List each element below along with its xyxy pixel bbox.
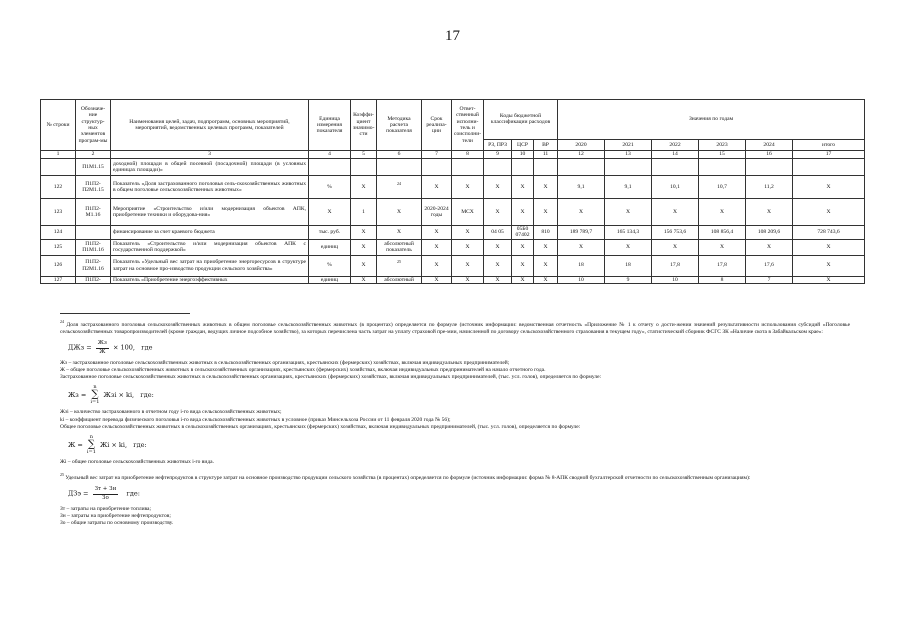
cell-csr: X xyxy=(512,255,534,276)
formula-lhs: Ж = xyxy=(68,441,83,450)
cell-coef: X xyxy=(351,226,377,240)
cell-2024: 7 xyxy=(746,276,793,283)
footnote-divider xyxy=(60,313,190,314)
cell-rz: X xyxy=(484,199,512,226)
cell-2022 xyxy=(652,159,699,176)
cell-row-number xyxy=(41,159,76,176)
header-element-code: Обозначе-ние структур-ных элементов програм-мы xyxy=(76,100,111,151)
cell-row-number: 123 xyxy=(41,199,76,226)
cell-2020: 9,1 xyxy=(558,176,605,199)
cell-name: доходной) площади в общей посевной (посадочной) площади (в условных единицах площади)» xyxy=(111,159,309,176)
header-rz: РЗ, ПРЗ xyxy=(484,139,512,150)
col-number: 15 xyxy=(699,151,746,159)
cell-vr: X xyxy=(534,176,558,199)
footnote-text: Доля застрахованного поголовья сельскохозяйственных животных в общем поголовье сельскохозяйственных животных (в процентах) определяется по формуле (источник информации: ведомственная отчетность «Приложение № 1 к отчету о дости-жении значений результативности использования субсидий «Поголовье сельскохозяйственных товаропроизводителей (кроме граждан, ведущих личное подсобное хозяйство), за которых перечислена часть затрат на уплату страховой пре-мии, начисленной по договору сельскохозяйственного страхования в текущем году», статистический сборник ФСГС ЗК «Наличие скота в Забайкальском крае»: xyxy=(60,322,851,336)
col-number: 8 xyxy=(452,151,484,159)
cell-unit: единиц xyxy=(309,239,351,255)
cell-method xyxy=(377,176,422,199)
header-2024: 2024 xyxy=(746,139,793,150)
cell-unit: единиц xyxy=(309,276,351,283)
footnote-mark: 24 xyxy=(60,319,64,325)
header-2020: 2020 xyxy=(558,139,605,150)
header-2022: 2022 xyxy=(652,139,699,150)
header-method: Методика расчета показателя xyxy=(377,100,422,151)
cell-method: абсолютный показатель xyxy=(377,239,422,255)
header-csr: ЦСР xyxy=(512,139,534,150)
fraction-denominator: Ж xyxy=(99,348,106,355)
formula-where: где xyxy=(141,344,153,353)
cell-vr xyxy=(534,159,558,176)
cell-2020: X xyxy=(558,239,605,255)
cell-2021: X xyxy=(605,199,652,226)
cell-row-number: 124 xyxy=(41,226,76,240)
col-number: 9 xyxy=(484,151,512,159)
cell-method xyxy=(377,255,422,276)
col-number: 7 xyxy=(422,151,452,159)
cell-name: Показатель «Приобретение энергоэффективных xyxy=(111,276,309,283)
cell-rz: X xyxy=(484,276,512,283)
cell-2022: 10,1 xyxy=(652,176,699,199)
table-row xyxy=(41,239,865,255)
cell-2021: 165 134,3 xyxy=(605,226,652,240)
col-number: 2 xyxy=(76,151,111,159)
cell-total xyxy=(793,159,865,176)
cell-2024: 11,2 xyxy=(746,176,793,199)
program-table xyxy=(40,99,865,284)
cell-rz xyxy=(484,159,512,176)
cell-total: X xyxy=(793,199,865,226)
cell-csr: X xyxy=(512,176,534,199)
table-row xyxy=(41,276,865,283)
page-number: 17 xyxy=(445,28,460,44)
col-number: 17 xyxy=(793,151,865,159)
sum-symbol: n ∑ i=1 xyxy=(90,384,100,406)
header-row-number: № строки xyxy=(41,100,76,151)
cell-2020 xyxy=(558,159,605,176)
cell-2020: 10 xyxy=(558,276,605,283)
header-values-by-year: Значения по годам xyxy=(558,100,865,140)
footnote-25 xyxy=(60,472,850,482)
cell-row-number: 125 xyxy=(41,239,76,255)
cell-2024 xyxy=(746,159,793,176)
cell-total: X xyxy=(793,176,865,199)
formula-where: где: xyxy=(126,490,140,499)
cell-rz: X xyxy=(484,239,512,255)
header-unit: Единица измерения показателя xyxy=(309,100,351,151)
definition: Зн – затраты на приобретение нефтепродуктов; xyxy=(60,513,171,520)
col-number: 5 xyxy=(351,151,377,159)
cell-term xyxy=(422,159,452,176)
footnote-mark: 25 xyxy=(60,472,64,478)
cell-coef: X xyxy=(351,176,377,199)
cell-vr: X xyxy=(534,255,558,276)
cell-coef: 1 xyxy=(351,199,377,226)
cell-code: П1М1.15 xyxy=(76,159,111,176)
footnote-ref[interactable]: 25 xyxy=(397,259,401,265)
cell-method: X xyxy=(377,199,422,226)
formula-fraction xyxy=(96,340,109,355)
definition: Жз – застрахованное поголовье сельскохозяйственных животных в сельскохозяйственных организациях, крестьянских (фермерских) хозяйствах, включая индивидуальных предпринимателей; xyxy=(60,359,510,366)
header-total: итого xyxy=(793,139,865,150)
cell-term: X xyxy=(422,226,452,240)
table-row xyxy=(41,176,865,199)
cell-unit xyxy=(309,159,351,176)
sum-lower: i=1 xyxy=(90,399,100,406)
definition: Ж – общее поголовье сельскохозяйственных животных в сельскохозяйственных организациях, крестьянских (фермерских) хозяйствах, включая индивидуальных предпринимателей на начало отчетного года. xyxy=(60,367,546,374)
table-row xyxy=(41,226,865,240)
cell-2021: 9,1 xyxy=(605,176,652,199)
cell-2023: 17,8 xyxy=(699,255,746,276)
col-number: 16 xyxy=(746,151,793,159)
cell-responsible: МСХ xyxy=(452,199,484,226)
cell-code: П1П2-М1.16 xyxy=(76,199,111,226)
cell-code xyxy=(76,226,111,240)
cell-total: 728 743,6 xyxy=(793,226,865,240)
table-row xyxy=(41,159,865,176)
cell-total: X xyxy=(793,239,865,255)
cell-rz: X xyxy=(484,176,512,199)
formula-lhs: Жз = xyxy=(68,391,87,400)
cell-code: П1П2-П2М1.16 xyxy=(76,255,111,276)
cell-row-number: 126 xyxy=(41,255,76,276)
cell-2021: 9 xyxy=(605,276,652,283)
definition: ki – коэффициент перевода физического поголовья i-го вида сельскохозяйственных животных в условное (приказ Минсельхоза России от 11 февраля 2020 года № 56); xyxy=(60,416,451,423)
cell-csr: 05Б0 07402 xyxy=(512,226,534,240)
cell-csr: X xyxy=(512,199,534,226)
formula-rest: × 100, xyxy=(113,344,135,353)
header-name: Наименования целей, задач, подпрограмм, основных мероприятий, мероприятий, ведомственных целевых программ, показателей xyxy=(111,100,309,151)
cell-csr xyxy=(512,159,534,176)
col-number: 3 xyxy=(111,151,309,159)
col-number: 1 xyxy=(41,151,76,159)
cell-2022: 10 xyxy=(652,276,699,283)
cell-term: 2020-2024 годы xyxy=(422,199,452,226)
header-vr: ВР xyxy=(534,139,558,150)
cell-2020: 18 xyxy=(558,255,605,276)
cell-responsible: X xyxy=(452,255,484,276)
cell-coef: X xyxy=(351,239,377,255)
description: Общее поголовье сельскохозяйственных животных в сельскохозяйственных организациях, крестьянских (фермерских) хозяйствах, включая индивидуальных предпринимателей, (тыс. усл. голов), определяется по формуле: xyxy=(60,423,581,430)
cell-2023: 10,7 xyxy=(699,176,746,199)
cell-term: X xyxy=(422,255,452,276)
col-number: 13 xyxy=(605,151,652,159)
formula-where: где: xyxy=(133,441,147,450)
header-coef: Коэффи-циент значимо-сти xyxy=(351,100,377,151)
cell-total: X xyxy=(793,276,865,283)
footnotes xyxy=(60,319,851,527)
cell-2023: 108 856,4 xyxy=(699,226,746,240)
header-responsible: Ответ-ственный исполни-тель и соисполни-тели xyxy=(452,100,484,151)
cell-rz: 04 05 xyxy=(484,226,512,240)
cell-vr: X xyxy=(534,199,558,226)
cell-code: П1П2- xyxy=(76,276,111,283)
fraction-numerator: Жз xyxy=(96,340,109,348)
formula-total-livestock xyxy=(68,435,850,455)
cell-code: П1П2-П1М1.16 xyxy=(76,239,111,255)
sum-lower: i=1 xyxy=(86,449,96,456)
cell-unit: X xyxy=(309,199,351,226)
cell-2020: X xyxy=(558,199,605,226)
fraction-denominator: Зо xyxy=(102,494,109,501)
sum-symbol: n ∑ i=1 xyxy=(86,434,96,456)
header-budget-codes: Коды бюджетной классификации расходов xyxy=(484,100,558,140)
table-row xyxy=(41,199,865,226)
cell-row-number: 122 xyxy=(41,176,76,199)
cell-2022: X xyxy=(652,199,699,226)
cell-2023: X xyxy=(699,239,746,255)
cell-2024: 108 209,6 xyxy=(746,226,793,240)
cell-coef: X xyxy=(351,255,377,276)
cell-2020: 189 789,7 xyxy=(558,226,605,240)
cell-responsible xyxy=(452,159,484,176)
cell-name: Показатель «Доля застрахованного поголовья сель-скохозяйственных животных в общем поголовье сельскохозяйственных животных» xyxy=(111,176,309,199)
cell-term: X xyxy=(422,239,452,255)
cell-name: Показатель «Удельный вес затрат на приобретение энергоресурсов в структуре затрат на основное про-изводство продукции сельского хозяйства» xyxy=(111,255,309,276)
cell-unit: % xyxy=(309,255,351,276)
cell-method: абсолютный xyxy=(377,276,422,283)
cell-name: Показатель «Строительство и/или модернизация объектов АПК с государственной поддержкой» xyxy=(111,239,309,255)
header-2023: 2023 xyxy=(699,139,746,150)
col-number: 14 xyxy=(652,151,699,159)
cell-unit: тыс. руб. xyxy=(309,226,351,240)
cell-2024: X xyxy=(746,239,793,255)
cell-vr: X xyxy=(534,239,558,255)
cell-2021: X xyxy=(605,239,652,255)
cell-2022: 156 753,6 xyxy=(652,226,699,240)
cell-2023 xyxy=(699,159,746,176)
cell-vr: X xyxy=(534,276,558,283)
formula-where: где: xyxy=(140,391,154,400)
formula-body: Жi × ki, xyxy=(99,441,128,450)
cell-name: Мероприятие «Строительство и/или модернизация объектов АПК, приобретение техники и оборудова-ния» xyxy=(111,199,309,226)
formula-lhs: ДЖз = xyxy=(68,344,92,353)
cell-vr: 810 xyxy=(534,226,558,240)
cell-responsible: X xyxy=(452,176,484,199)
definition: Жзi – количество застрахованного в отчетном году i-го вида сельскохозяйственных животных; xyxy=(60,409,282,416)
cell-2022: X xyxy=(652,239,699,255)
cell-total: X xyxy=(793,255,865,276)
formula-body: Жзi × ki, xyxy=(103,391,135,400)
table-row xyxy=(41,255,865,276)
cell-code: П1П2-П2М1.15 xyxy=(76,176,111,199)
column-number-row xyxy=(41,151,865,159)
cell-row-number: 127 xyxy=(41,276,76,283)
cell-term: X xyxy=(422,176,452,199)
cell-2024: 17,6 xyxy=(746,255,793,276)
cell-2023: X xyxy=(699,199,746,226)
header-row xyxy=(41,100,865,140)
footnote-24 xyxy=(60,319,851,336)
cell-responsible: X xyxy=(452,226,484,240)
cell-unit: % xyxy=(309,176,351,199)
header-term: Срок реализа-ции xyxy=(422,100,452,151)
cell-csr: X xyxy=(512,239,534,255)
col-number: 11 xyxy=(534,151,558,159)
cell-responsible: X xyxy=(452,239,484,255)
cell-responsible: X xyxy=(452,276,484,283)
formula-share-insured xyxy=(68,340,850,355)
footnote-ref[interactable]: 24 xyxy=(397,180,401,186)
cell-2022: 17,8 xyxy=(652,255,699,276)
formula-insured-livestock xyxy=(68,385,850,405)
formula-lhs: ДЗэ = xyxy=(68,490,89,499)
cell-coef xyxy=(351,159,377,176)
description: Застрахованное поголовье сельскохозяйственных животных в сельскохозяйственных организациях, крестьянских (фермерских) хозяйствах, включая индивидуальных предпринимателей, (тыс. усл. голов), определяется по формуле: xyxy=(60,374,602,381)
cell-2021 xyxy=(605,159,652,176)
header-2021: 2021 xyxy=(605,139,652,150)
cell-2021: 18 xyxy=(605,255,652,276)
cell-term: X xyxy=(422,276,452,283)
formula-energy-share xyxy=(68,486,850,501)
cell-2023: 8 xyxy=(699,276,746,283)
cell-method: X xyxy=(377,226,422,240)
col-number: 4 xyxy=(309,151,351,159)
definition: Зт – затраты на приобретение топлива; xyxy=(60,505,152,512)
definition: Жi – общее поголовье сельскохозяйственных животных i-го вида. xyxy=(60,459,214,466)
definition: Зо – общие затраты по основному производству. xyxy=(60,520,174,527)
col-number: 6 xyxy=(377,151,422,159)
cell-rz: X xyxy=(484,255,512,276)
cell-method xyxy=(377,159,422,176)
col-number: 12 xyxy=(558,151,605,159)
col-number: 10 xyxy=(512,151,534,159)
cell-csr: X xyxy=(512,276,534,283)
sum-upper: n xyxy=(89,434,94,441)
cell-name: финансирование за счет краевого бюджета xyxy=(111,226,309,240)
footnote-text: Удельный вес затрат на приобретение нефтепродуктов в структуре затрат на основное производство продукции сельского хозяйства (в процентах) определяется по формуле (источник информации: форма № 8-АПК сводной бухгалтерской отчетности по сельскохозяйственным организациям): xyxy=(65,475,751,482)
cell-2024: X xyxy=(746,199,793,226)
formula-fraction xyxy=(93,486,119,501)
fraction-numerator: Зт + Зн xyxy=(93,486,119,494)
sum-upper: n xyxy=(93,384,97,391)
cell-coef: X xyxy=(351,276,377,283)
